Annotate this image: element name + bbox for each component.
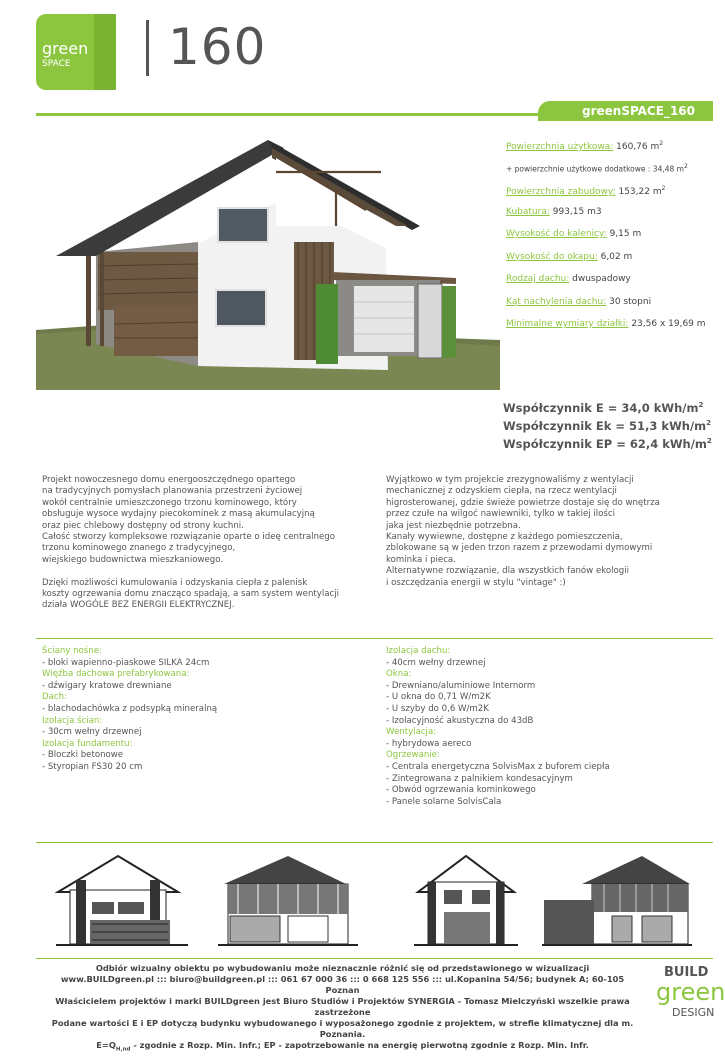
footer-line-5: $E=Q_{H,nd}$ - zgodnie z Rozp. Min. Infr.; EP - zapotrzebowanie na energię pierwotną zgodnie z Rozp. Min. Infr.: [96, 1040, 589, 1053]
greenspace-logo: [36, 14, 116, 90]
material-item: - Bloczki betonowe: [42, 750, 124, 761]
spec-row: [506, 251, 718, 274]
coefficient-text: Współczynnik EP = 62,4 kWh/m: [503, 436, 707, 451]
elevation-drawing-4: [542, 852, 692, 946]
description-left: Projekt nowoczesnego domu energooszczędnego opartego na tradycyjnych pomysłach planowania przestrzeni życiowej wokół centralnie umieszczonego trzonu kominowego, który obsługuje wysoce wydajny piecokominek z masą akumulacyjną oraz piec chlebowy dostępny od strony kuchni. Całość stworzy kompleksowe rozwiązanie oparte o ideę centralnego trzonu kominowego znanego z tradycyjnego, wiejskiego budownictwa mieszkaniowego. Dzięki możliwości kumulowania i odzyskania ciepła z palenisk koszty ogrzewania domu znacząco spadają, a sam system wentylacji działa WOGÓLE BEZ ENERGII ELEKTRYCZNEJ.: [42, 475, 340, 611]
footer-line-3: Właścicielem projektów i marki BUILDgreen jest Biuro Studiów i Projektów SYNERGIA - Tomasz Mielczyński wszelkie prawa zastrzeżone: [55, 996, 630, 1017]
spec-row: [506, 206, 718, 229]
spec-value: 30 stopni: [606, 296, 652, 307]
material-item: - dźwigary kratowe drewniane: [42, 680, 172, 691]
material-heading: Wentylacja:: [386, 727, 437, 738]
project-number: 160: [168, 18, 267, 76]
spec-row: [506, 296, 718, 319]
material-item: - blachodachówka z podsypką mineralną: [42, 703, 218, 714]
svg-text:DESIGN: DESIGN: [672, 1006, 715, 1019]
material-heading: Izolacja dachu:: [386, 646, 451, 656]
coefficient-row: [503, 416, 712, 434]
coefficient-exponent: 2: [706, 418, 712, 427]
material-item: - U szyby do 0,6 W/m2K: [386, 703, 489, 714]
spec-value: 153,22 m: [615, 187, 662, 197]
energy-coefficients: [503, 398, 712, 451]
material-item: - Styropian FS30 20 cm: [42, 761, 143, 772]
spec-label: Kubatura:: [506, 206, 550, 217]
material-item: - Zintegrowana z palnikiem kondesacyjnym: [386, 773, 573, 784]
elevation-drawing-3: [414, 852, 518, 946]
spec-value: 6,02 m: [597, 251, 633, 262]
section-divider: [36, 638, 713, 639]
material-item: - Drewniano/aluminiowe Internorm: [386, 680, 536, 691]
spec-label: Kąt nachylenia dachu:: [506, 296, 607, 307]
spec-label: Minimalne wymiary działki:: [506, 319, 629, 329]
description-right: Wyjątkowo w tym projekcie zrezygnowaliśmy z wentylacji mechanicznej z odzyskiem ciepła, na rzecz wentylacji higrosterowanej, gdzie świeże powietrze dostaje się do wnętrza przez czułe na wilgoć nawiewniki, tylko w takiej ilości jaka jest niezbędnie potrzebna. Kanały wywiewne, dostępne z każdego pomieszczenia, zblokowane są w jeden trzon razem z przewodami dymowymi kominka i pieca. Alternatywne rozwiązanie, dla wszystkich fanów ekologii i oszczędzania energii w stylu "vintage" :): [386, 475, 660, 588]
material-item: - 40cm wełny drzewnej: [386, 657, 486, 668]
material-heading: Okna:: [386, 669, 412, 680]
coefficient-exponent: 2: [706, 436, 712, 445]
material-item: - Panele solarne SolvisCala: [386, 796, 502, 807]
spec-label: Wysokość do okapu:: [506, 251, 598, 262]
spec-value: 23,56 x 19,69 m: [628, 319, 706, 329]
spec-row: [506, 318, 718, 341]
materials-right: [386, 646, 706, 808]
house-render: [36, 134, 500, 390]
spec-label: Powierzchnia zabudowy:: [506, 187, 616, 197]
spec-value: 160,76 m: [613, 142, 660, 152]
coefficient-exponent: 2: [698, 401, 704, 409]
footer-divider: [36, 958, 713, 959]
material-item: - U okna do 0,71 W/m2K: [386, 692, 491, 703]
footer-line-2: www.BUILDgreen.pl ::: biuro@buildgreen.pl ::: 061 67 000 36 ::: 0 668 125 556 ::: ul.Kopanina 54/56; budynek A; 60-105 Poznan: [60, 974, 625, 995]
spec-unit-exponent: 2: [659, 140, 664, 147]
material-item: - 30cm wełny drzewnej: [42, 727, 142, 738]
coefficient-row: [503, 398, 712, 416]
spec-value: 993,15 m3: [549, 206, 602, 217]
footer: [50, 963, 635, 1056]
material-item: - Obwód ogrzewania kominkowego: [386, 785, 536, 796]
svg-text:green: green: [656, 978, 725, 1006]
material-item: - Centrala energetyczna SolvisMax z buforem ciepła: [386, 761, 610, 772]
material-item: - hybrydowa aereco: [386, 738, 472, 749]
spec-row: [506, 228, 718, 251]
section-divider: [36, 842, 713, 843]
material-heading: Dach:: [42, 692, 67, 703]
material-item: - bloki wapienno-piaskowe SILKA 24cm: [42, 657, 210, 668]
svg-text:green: green: [42, 39, 89, 58]
spec-row: [506, 183, 718, 206]
spec-row: [506, 138, 718, 161]
spec-row: [506, 161, 718, 184]
coefficient-text: Współczynnik E = 34,0 kWh/m: [503, 400, 699, 415]
spec-label: Powierzchnia użytkowa:: [506, 142, 614, 152]
material-item: - Izolacyjność akustyczna do 43dB: [386, 715, 534, 726]
spec-unit-exponent: 2: [661, 185, 666, 192]
elevation-drawing-1: [56, 852, 188, 946]
svg-text:BUILD: BUILD: [664, 965, 709, 980]
spec-value: 9,15 m: [606, 229, 642, 239]
material-heading: Ściany nośne:: [42, 646, 102, 656]
spec-label: Rodzaj dachu:: [506, 274, 570, 284]
coefficient-text: Współczynnik Ek = 51,3 kWh/m: [503, 418, 707, 433]
footer-line-1: Odbiór wizualny obiektu po wybudowaniu może nieznacznie różnić się od przedstawionego w wizualizacji: [95, 963, 590, 973]
buildgreen-design-logo: [648, 962, 725, 1022]
coefficient-row: [503, 434, 712, 452]
materials-left: [42, 646, 362, 774]
material-heading: Izolacja ścian:: [42, 715, 103, 726]
spec-value: dwuspadowy: [569, 274, 631, 284]
material-heading: Izolacja fundamentu:: [42, 738, 133, 749]
project-title-banner: greenSPACE_160: [538, 101, 713, 121]
svg-text:SPACE: SPACE: [42, 59, 71, 69]
elevation-drawing-2: [218, 852, 358, 946]
spec-label: Wysokość do kalenicy:: [506, 229, 607, 239]
spec-row: [506, 273, 718, 296]
header-divider: [146, 20, 149, 76]
spec-unit-exponent: 2: [683, 162, 688, 170]
footer-line-4: Podane wartości E i EP dotyczą budynku wybudowanego i wyposażonego zgodnie z projektem, w strefie klimatycznej dla m. Poznania.: [51, 1018, 634, 1039]
material-heading: Ogrzewanie:: [386, 750, 440, 761]
specs-list: [506, 138, 718, 341]
spec-value: + powierzchnie użytkowe dodatkowe : 34,48 m: [506, 164, 684, 173]
material-heading: Więźba dachowa prefabrykowana:: [42, 669, 190, 680]
